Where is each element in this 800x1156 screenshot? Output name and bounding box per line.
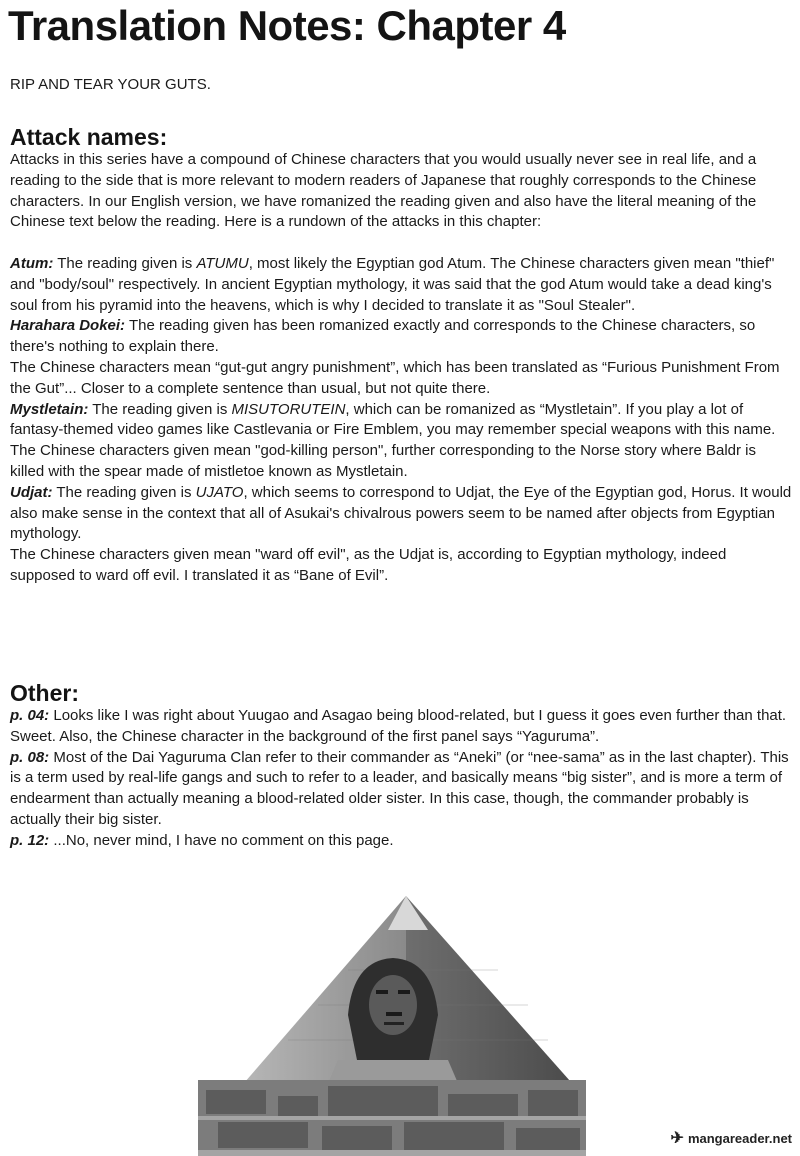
pyramid-sphinx-image [198,890,586,1156]
p12-note [10,831,794,852]
tagline: RIP AND TEAR YOUR GUTS. [10,76,211,93]
udjat-text-a: The reading given is [52,483,196,501]
site-watermark [671,1128,792,1148]
p04-note [10,706,794,748]
mystletain-text-b: , which can be romanized as “Mystletain”. If you play a lot of fantasy-themed video games like Castlevania or Fire Emblem, you may remember special weapons with this name. [10,400,776,439]
p12-text: ...No, never mind, I have no comment on this page. [49,831,394,849]
mystletain-note [10,400,794,442]
p08-text: Most of the Dai Yaguruma Clan refer to their commander as “Aneki” (or “nee-sama” as in the last chapter). This is a term used by real-life gangs and such to refer to a leader, and basically means “big sister”, and is more a term of endearment than actually meaning a blood-related older sister. In this case, though, the commander probably is actually their big sister. [10,748,789,828]
watermark-text: mangareader.net [687,1130,792,1146]
udjat-reading: UJATO [195,483,244,501]
p08-term: p. 08: [10,748,50,766]
p04-term: p. 04: [10,707,50,724]
udjat-meaning: The Chinese characters given mean "ward off evil", as the Udjat is, according to Egyptian mythology, indeed supposed to ward off evil. I translated it as “Bane of Evil”. [10,546,727,584]
attack-names-section [10,124,794,587]
p08-note [10,748,794,831]
attack-names-heading: Attack names: [10,124,168,150]
mystletain-meaning: The Chinese characters given mean "god-killing person", further corresponding to the Norse story where Baldr is killed with the spear made of mistletoe known as Mystletain. [10,442,757,480]
atum-note [10,254,794,316]
udjat-text-b: , which seems to correspond to Udjat, the Eye of the Egyptian god, Horus. It would also make sense in the context that all of Asukai's chivalrous powers seem to be named after objects from Egyptian mythology. [10,483,792,543]
mystletain-reading: MISUTORUTEIN [231,400,346,418]
mystletain-term: Mystletain: [10,400,89,418]
udjat-note [10,483,794,545]
other-heading: Other: [10,680,79,706]
udjat-term: Udjat: [10,483,53,501]
harahara-note [10,316,794,358]
harahara-meaning: The Chinese characters mean “gut-gut angry punishment”, which has been translated as “Furious Punishment From the Gut”... Closer to a complete sentence than usual, but not quite there. [10,358,780,397]
bird-logo-icon: ✈ [670,1130,684,1147]
atum-reading: ATUMU [196,254,249,272]
p04-text: Looks like I was right about Yuugao and Asagao being blood-related, but I guess it goes even further than that. Sweet. Also, the Chinese character in the background of the first panel says “Yaguruma”. [10,707,787,745]
page-title: Translation Notes: Chapter 4 [8,2,566,49]
atum-text-a: The reading given is [53,254,197,272]
harahara-text-a: The reading given has been romanized exactly and corresponds to the Chinese characters, so there's nothing to explain there. [10,317,756,356]
atum-term: Atum: [10,254,54,272]
p12-term: p. 12: [10,831,50,849]
harahara-term: Harahara Dokei: [10,317,126,335]
attack-intro-paragraph: Attacks in this series have a compound of Chinese characters that you would usually never see in real life, and a reading to the side that is more relevant to modern readers of Japanese that roughly corresponds to the Chinese characters. In our English version, we have romanized the reading given and also have the literal meaning of the Chinese text below the reading. Here is a rundown of the attacks in this chapter: [10,151,757,231]
other-section [10,680,794,852]
mystletain-text-a: The reading given is [88,400,232,418]
atum-text-b: , most likely the Egyptian god Atum. The Chinese characters given mean "thief" and "body/soul" respectively. In ancient Egyptian mythology, it was said that the god Atum would take a dead king's soul from his pyramid into the heavens, which is why I decided to translate it as "Soul Stealer". [10,254,775,314]
